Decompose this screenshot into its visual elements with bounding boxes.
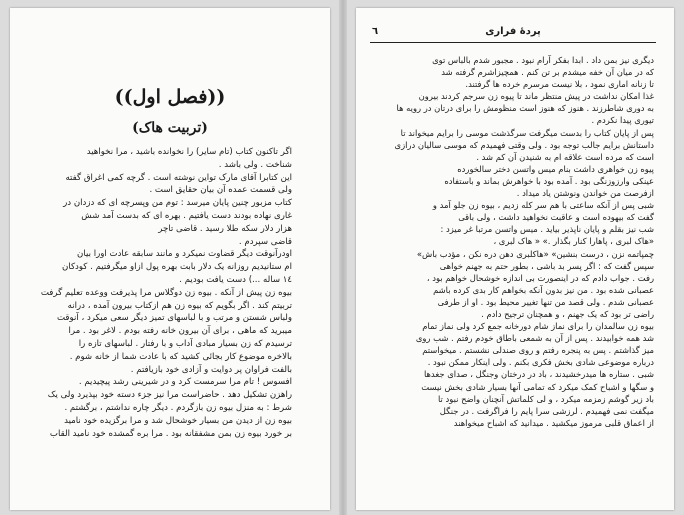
text-line: هزار دلار سکه طلا رسید . قاضی تاچر xyxy=(158,223,292,234)
left-page xyxy=(10,8,330,510)
text-line: عینکی وارزوزنگی بود . آمده بود با خواهرش بماند و باستفاده xyxy=(444,175,654,186)
text-line: پیوه زن خواهری داشت بنام میس واتسن دختر سالخورده xyxy=(457,163,654,174)
running-header xyxy=(370,26,656,43)
text-line: غذا امکان نداشت در پیش منتظر ماند تا پیوه زن سرجم کردند بیرون xyxy=(418,91,654,102)
left-page-body xyxy=(40,146,292,440)
text-line: ام ستانیدیم روزانه یک دلار بابت بهره پول ازاو میگرفتیم . کودکان xyxy=(62,262,292,273)
text-line: شرط : به منزل بیوه زن بازگردم . دیگر چاره نداشتم ، برگشتم . xyxy=(64,402,292,413)
text-line: عصبانی شده بود . من نیز بدون آنکه بخواهم کار بدی کرده باشم xyxy=(433,284,654,295)
text-line: راضی تر بود که یک جهنم ، و همچنان ترجیح دادم . xyxy=(481,308,654,319)
text-line: بالفت فراوان پر دوایت و آزادی خود بازیافتم . xyxy=(130,364,292,375)
page-number: ٦ xyxy=(372,26,379,37)
text-line: پس از پایان کتاب را بدست میگرفت سرگذشت موسی را برایم میخواند تا xyxy=(400,127,654,138)
chapter-title: ((فصل اول)) xyxy=(114,86,226,108)
text-line: تیوری پیدا نکردم . xyxy=(591,115,654,126)
text-line: که در میان آن خفه میشدم بر تن کنم . همچیزاشرم گرفته شد xyxy=(441,67,654,78)
text-line: غاری نهاده بودند دست یافتیم . بهره ای که بدست آمد شش xyxy=(81,210,292,221)
text-line: به دوری شاطرزند . هنوز که هنوز است منظومش را برای درتان در رویه ها xyxy=(396,103,654,114)
text-line: شب نیز بقلم و پایان ناپذیر بیاید . میس واتسن مرتبا غر میزد : xyxy=(440,224,654,235)
text-line: «هاک لبری ، پاهارا کنار بگذار .» « هاک لبری ، xyxy=(493,236,654,247)
text-line: داستانش برایم جالب توجه بود . ولی وقتی فهمیدم که موسی سالیان درازی xyxy=(394,139,654,150)
text-line: افسوس ! تام مرا سرمست کرد و در شیرینی رشد پیچیدیم . xyxy=(78,377,292,388)
text-line: شبی . ستاره ها میدرخشیدند ، باد در درختان وجنگل ، صدای جغدها xyxy=(423,369,654,380)
text-line: ١٤ ساله ...) دست یافت بودیم . xyxy=(179,274,292,285)
text-line: این کتابرا آقای مارک تواین نوشته است . گرچه کمی اغراق گفته xyxy=(65,172,292,183)
text-line: باد زیر گوشم زمزمه میکرد ، و لی کلماتش آنچنان واضح نبود تا xyxy=(438,393,654,404)
text-line: بر خورد بیوه زن بمن مشفقانه بود . مرا بره گمشده خود نامید القاب xyxy=(49,428,292,439)
text-line: اگر تاکنون کتاب (تام سایر) را نخوانده باشید ، مرا نخواهید xyxy=(86,147,292,157)
text-line: ولی قسمت عمده آن بیان حقایق است . xyxy=(149,185,292,196)
text-line: تا زنانه اماری نمود ، بلا نیست مرسرم خرده ها گرفتند. xyxy=(465,79,654,90)
text-line: ازفرصت من خواندن ونوشتن یاد میداد . xyxy=(516,188,654,199)
section-title: (تربیت هاک) xyxy=(132,120,208,136)
text-line: بیوه زن پیش از آنکه . بیوه زن دوگلاس مرا پذیرفت ووعده تعلیم گرفت xyxy=(40,287,292,298)
text-line: گفت که بیهوده است و عاقبت نخواهید داشت ، ولی باقی xyxy=(458,212,654,223)
text-line: شناخت . ولی باشد . xyxy=(218,159,292,170)
text-line: میبرید که ماهی ، برای آن بیرون خانه رفته بودم . لاغر بود . مرا xyxy=(68,326,292,337)
text-line: رفت . جواب دادم که در اینصورت بی اندازه خوشحال خواهم بود ، xyxy=(426,272,654,283)
text-line: راهزن تشکیل دهد . حاضراست مرا نیز جزء دسته خود بپذیرد ولی یک xyxy=(47,390,292,401)
text-line: چمپاتمه نزن ، درست بنشین» «هاکلبری دهن دره نکن ، مؤدب باش» xyxy=(416,248,654,259)
text-line: شد همه خوابیدند . پس از آن به شمعی باطاق خودم رفتم . شب روی xyxy=(415,333,654,344)
text-line: شبی پس از آنکه ساعتی با هم سر کله زدیم ، بیوه زن جلو آمد و xyxy=(432,200,654,211)
right-page xyxy=(356,8,674,510)
text-line: اودرآنوقت دیگر قضاوت نمیکرد و مانند سابقه عادت اورا بیان xyxy=(77,249,292,260)
text-line: بیوه زن سالمدان را برای نماز شام دورخانه جمع کرد ولی نماز تمام xyxy=(422,321,654,332)
text-line: ترسیدم که زن بسیار مبادی آداب و با رفتار . لباسهای تازه را xyxy=(78,338,292,349)
text-line: سپس گفت که : اگر پسر بد باشی ، بطور حتم به جهنم خواهی xyxy=(439,260,654,271)
book-gutter xyxy=(339,0,347,515)
text-line: بالاخره موضوع کار بجائی کشید که با عادت شما از خانه شوم . xyxy=(69,351,292,362)
text-line: کتاب مزبور چنین پایان میرسد : توم من وپسرچه ای که دزدان در xyxy=(63,198,292,209)
text-line: میز گذاشتم . پس به پنجره رفتم و روی صندلی نشستم . میخواستم xyxy=(422,345,654,356)
text-line: است که مرده است علاقه ام به شنیدن آن کم شد . xyxy=(476,151,654,162)
text-line: از اعماق قلبی مرموز میکشید . میدانید که اشباح میخواهند xyxy=(453,417,654,428)
text-line: درباره موضوعی شادی بخش فکری بکنم . ولی اینکار ممکن نبود . xyxy=(427,357,654,368)
text-line: عصبانی شدم . ولی قصد من تنها تغییر محیط بود . او از طرفی xyxy=(437,296,654,307)
text-line: دیگری نیز بمن داد . ابدا بفکر آرام نبود . مجبور شدم بالباس توی xyxy=(432,55,654,65)
text-line: و سگها و اشباح کمک میکرد که تمامی آنها بسیار شادی بخش نیست xyxy=(421,381,654,392)
text-line: ولباس شستن و مرتب و با لباسهای تمیز دیگر سعی میکرد ، آنوقت xyxy=(56,313,292,324)
right-page-body xyxy=(368,54,654,429)
text-line: تربیتم کند . اگر بگویم که بیوه زن هم ازکتاب بیرون آمده ، درانه xyxy=(67,300,292,311)
text-line: بیوه زن از دیدن من بسیار خوشحال شد و مرا برگزیده خود نامید xyxy=(64,415,292,426)
text-line: میگفت نمی فهمیدم . لرزشی سرا پایم را فراگرفت . در جنگل xyxy=(439,405,654,416)
header-title: پردهٔ فراری xyxy=(485,26,541,37)
text-line: قاضی سپردم . xyxy=(238,236,292,247)
